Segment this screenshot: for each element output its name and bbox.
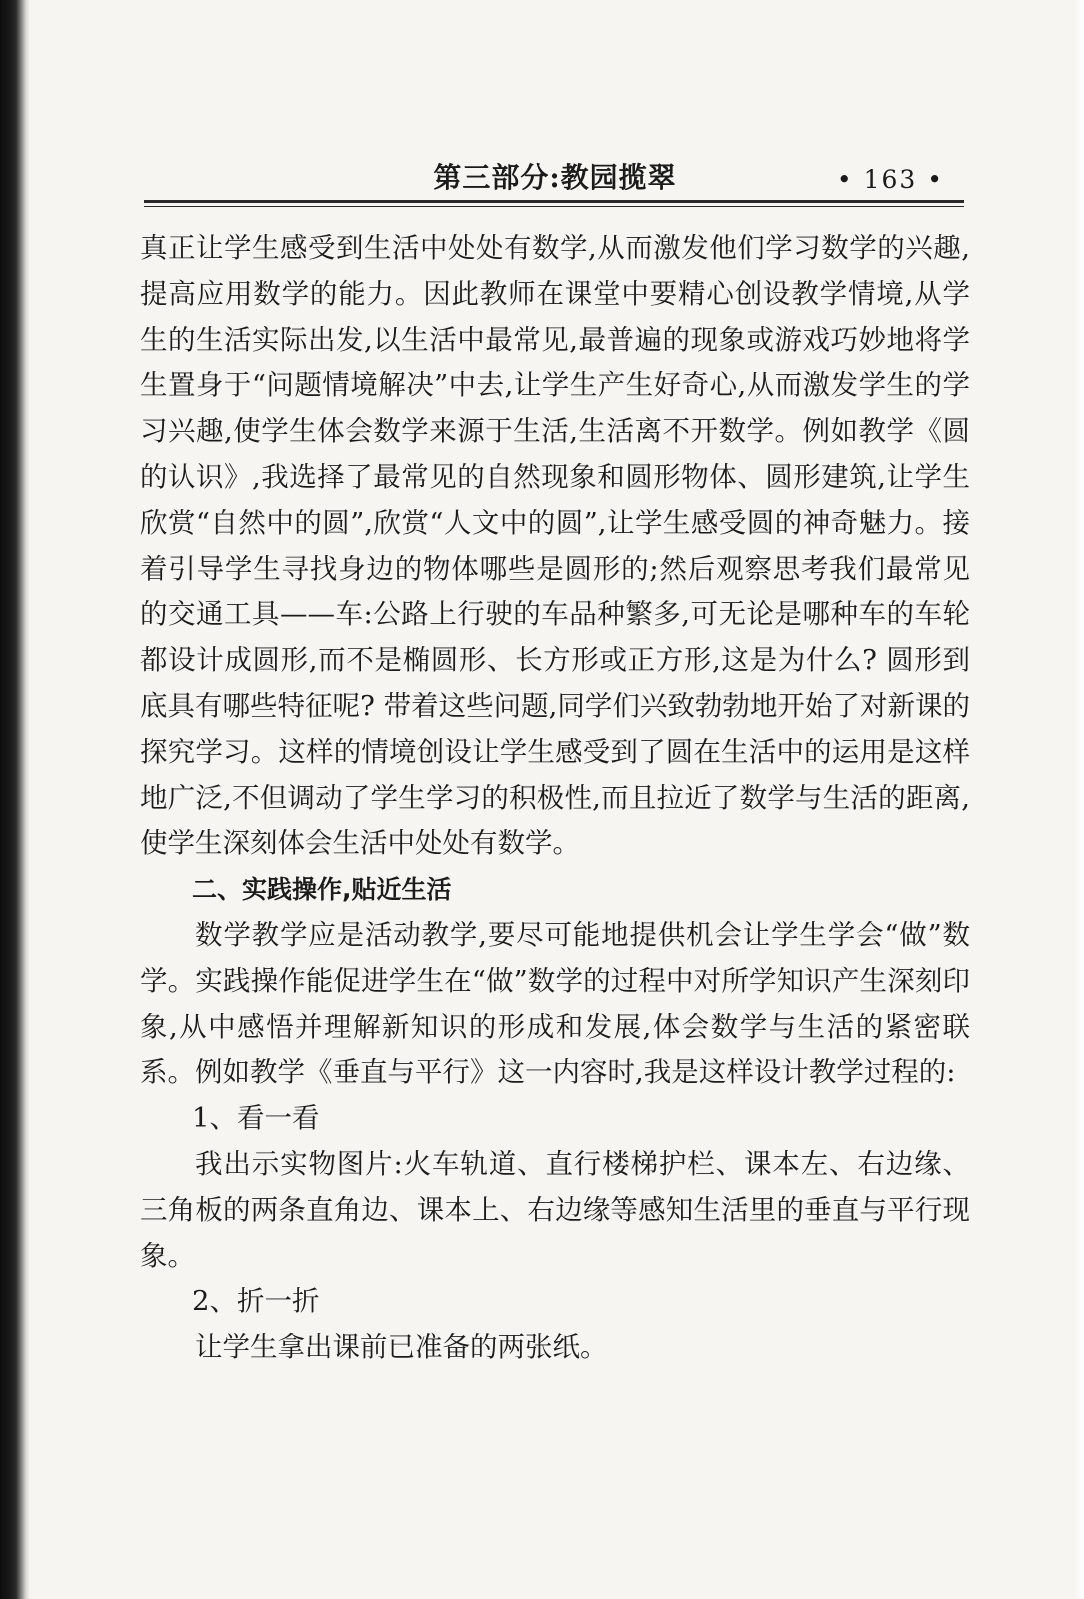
paragraph-look: 我出示实物图片:火车轨道、直行楼梯护栏、课本左、右边缘、三角板的两条直角边、课本上、右边缘等感知生活里的垂直与平行现象。 [140, 1147, 970, 1272]
page-number: • 163 • [836, 165, 944, 194]
header-rule-thick [144, 200, 964, 203]
step-heading-fold: 2、折一折 [192, 1285, 320, 1318]
header-rule [144, 200, 964, 208]
body-text [140, 226, 970, 1371]
paragraph-practice: 数学教学应是活动教学,要尽可能地提供机会让学生学会“做”数学。实践操作能促进学生在“做”数学的过程中对所学知识产生深刻印象,从中感悟并理解新知识的形成和发展,体会数学与生活的紧密联系。例如教学《垂直与平行》这一内容时,我是这样设计教学过程的: [140, 918, 970, 1089]
header-rule-thin [144, 206, 964, 207]
section-title: 第三部分:教园揽翠 [433, 161, 677, 194]
paragraph-fold: 让学生拿出课前已准备的两张纸。 [195, 1331, 608, 1364]
paragraph-continued: 真正让学生感受到生活中处处有数学,从而激发他们学习数学的兴趣,提高应用数学的能力。因此教师在课堂中要精心创设教学情境,从学生的生活实际出发,以生活中最常见,最普遍的现象或游戏巧妙地将学生置身于“问题情境解决”中去,让学生产生好奇心,从而激发学生的学习兴趣,使学生体会数学来源于生活,生活离不开数学。例如教学《圆的认识》,我选择了最常见的自然现象和圆形物体、圆形建筑,让学生欣赏“自然中的圆”,欣赏“人文中的圆”,让学生感受圆的神奇魅力。接着引导学生寻找身边的物体哪些是圆形的;然后观察思考我们最常见的交通工具——车:公路上行驶的车品种繁多,可无论是哪种车的车轮都设计成圆形,而不是椭圆形、长方形或正方形,这是为什么? 圆形到底具有哪些特征呢? 带着这些问题,同学们兴致勃勃地开始了对新课的探究学习。这样的情境创设让学生感受到了圆在生活中的运用是这样地广泛,不但调动了学生学习的积极性,而且拉近了数学与生活的距离,使学生深刻体会生活中处处有数学。 [140, 232, 970, 860]
section-heading: 二、实践操作,贴近生活 [192, 875, 452, 905]
scan-shadow-left [0, 0, 30, 1599]
step-heading-look: 1、看一看 [192, 1102, 320, 1135]
scan-edge-right [1074, 0, 1084, 1599]
book-page [140, 0, 970, 1599]
running-header [140, 158, 970, 198]
